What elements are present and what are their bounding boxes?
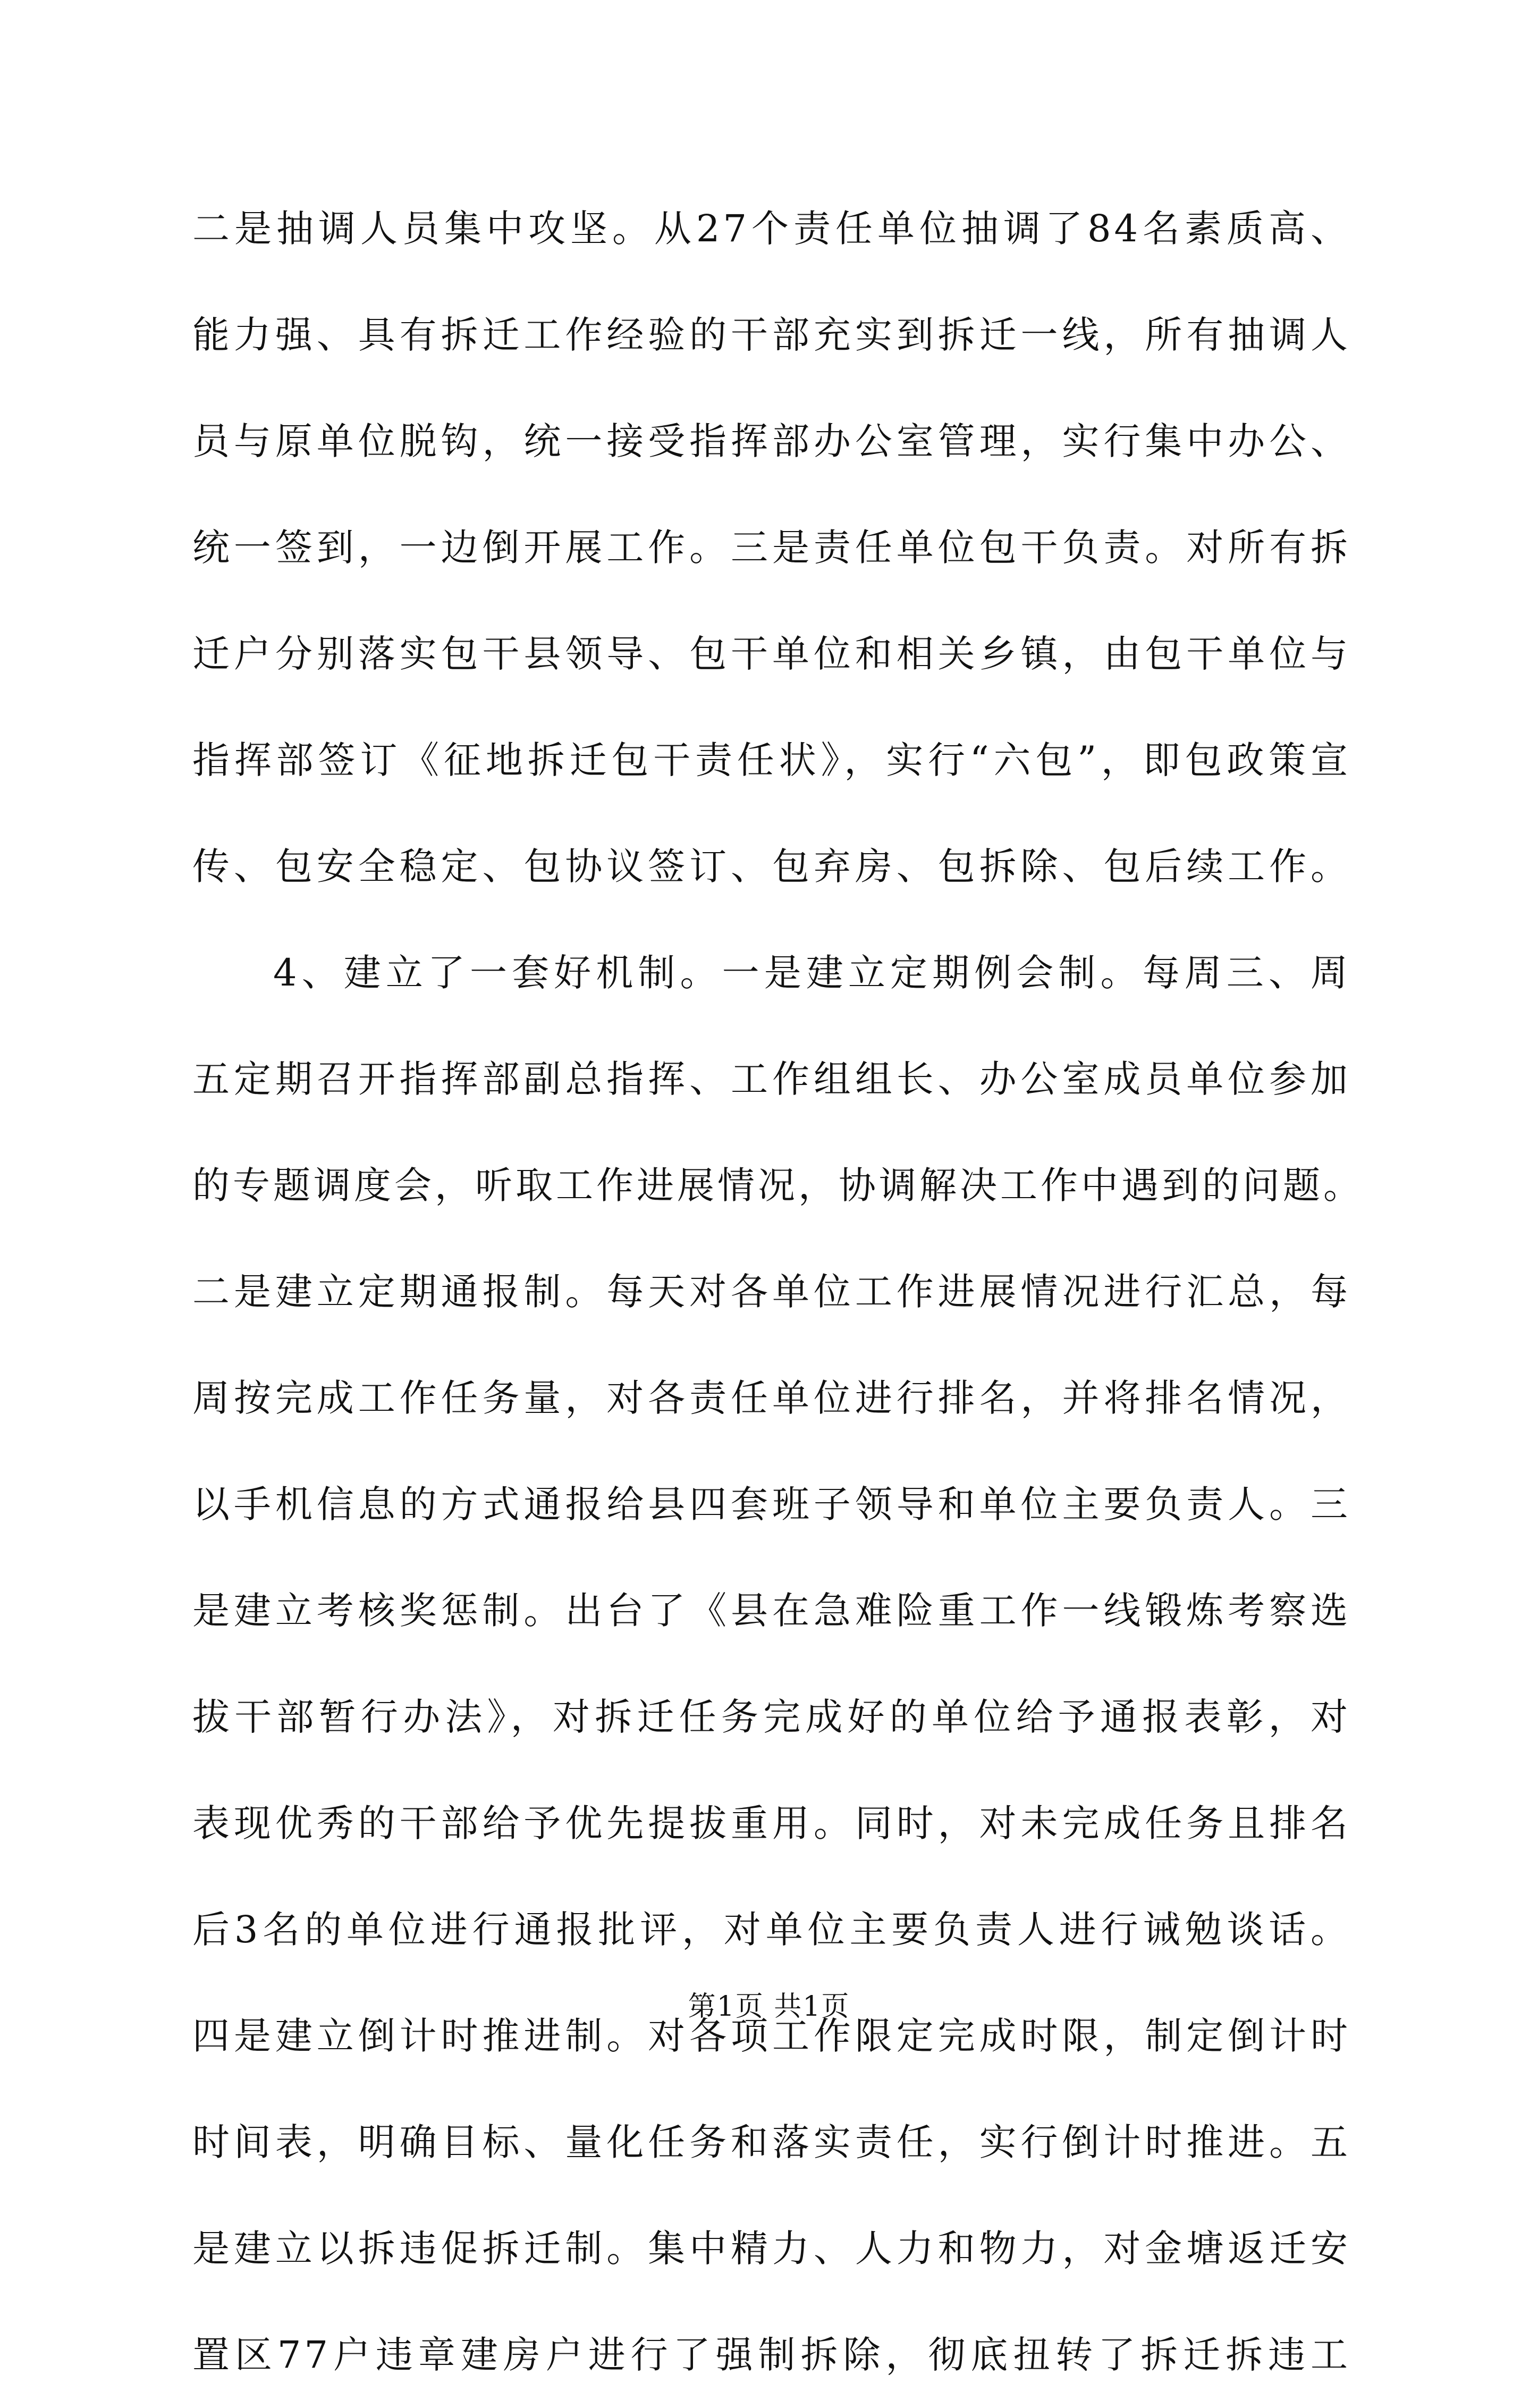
text-line: 是建立考核奖惩制。出台了《县在急难险重工作一线锻炼考察选: [192, 1589, 1351, 1632]
text-line: 传、包安全稳定、包协议签订、包弃房、包拆除、包后续工作。: [192, 845, 1351, 888]
text-line: 能力强、具有拆迁工作经验的干部充实到拆迁一线，所有抽调人: [192, 313, 1351, 357]
text-line: 表现优秀的干部给予优先提拔重用。同时，对未完成任务且排名: [192, 1801, 1351, 1845]
text-line: 时间表，明确目标、量化任务和落实责任，实行倒计时推进。五: [192, 2120, 1351, 2164]
text-line: 拔干部暂行办法》，对拆迁任务完成好的单位给予通报表彰，对: [192, 1695, 1351, 1739]
text-line: 指挥部签订《征地拆迁包干责任状》，实行“六包”，即包政策宣: [192, 738, 1351, 782]
text-line: 的专题调度会，听取工作进展情况，协调解决工作中遇到的问题。: [192, 1164, 1364, 1207]
paragraph-start-line: 4、建立了一套好机制。一是建立定期例会制。每周三、周: [273, 951, 1351, 995]
text-line: 周按完成工作任务量，对各责任单位进行排名，并将排名情况，: [192, 1376, 1351, 1420]
text-line: 统一签到，一边倒开展工作。三是责任单位包干负责。对所有拆: [192, 526, 1351, 569]
page-footer: 第1页 共1页: [688, 1991, 850, 2023]
text-line: 迁户分别落实包干县领导、包干单位和相关乡镇，由包干单位与: [192, 632, 1351, 676]
text-line: 五定期召开指挥部副总指挥、工作组组长、办公室成员单位参加: [192, 1057, 1351, 1101]
text-line: 置区77户违章建房户进行了强制拆除，彻底扭转了拆迁拆违工: [192, 2333, 1351, 2377]
text-line: 员与原单位脱钩，统一接受指挥部办公室管理，实行集中办公、: [192, 419, 1351, 463]
text-line: 二是建立定期通报制。每天对各单位工作进展情况进行汇总，每: [192, 1270, 1351, 1314]
text-line: 四是建立倒计时推进制。对各项工作限定完成时限，制定倒计时: [192, 2014, 1351, 2058]
text-line: 后3名的单位进行通报批评，对单位主要负责人进行诫勉谈话。: [192, 1908, 1351, 1951]
text-line: 以手机信息的方式通报给县四套班子领导和单位主要负责人。三: [192, 1483, 1351, 1526]
text-line: 二是抽调人员集中攻坚。从27个责任单位抽调了84名素质高、: [192, 207, 1351, 250]
text-line: 是建立以拆违促拆迁制。集中精力、人力和物力，对金塘返迁安: [192, 2227, 1351, 2270]
document-body: [192, 175, 1364, 2408]
